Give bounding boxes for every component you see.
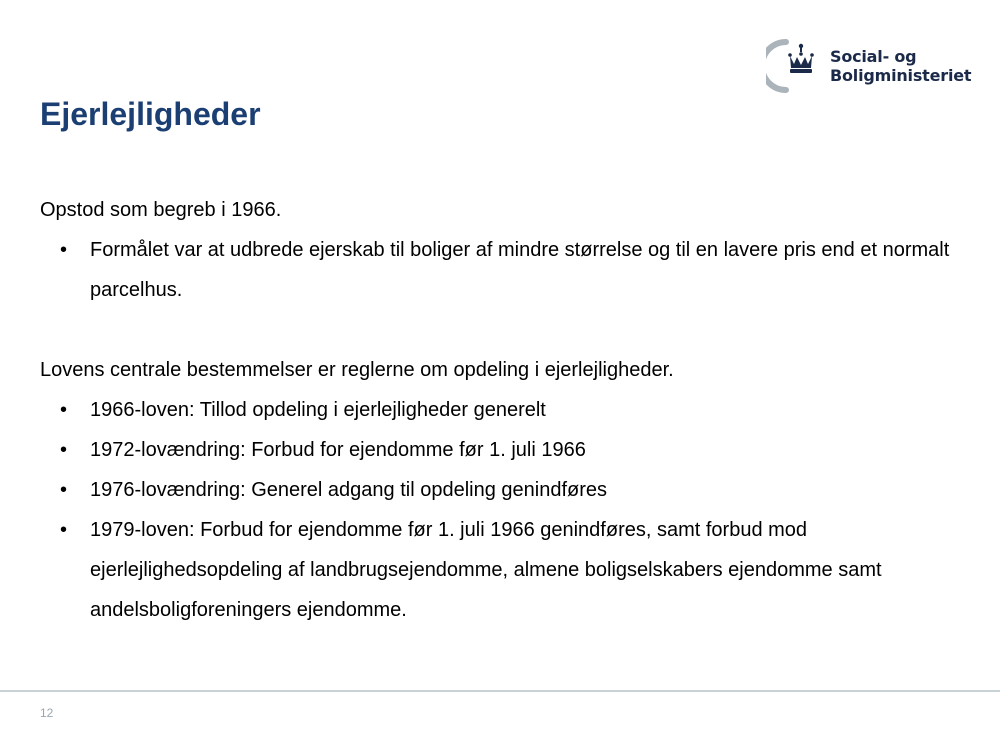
crown-emblem-icon [766, 38, 826, 94]
section-1-bullets [40, 230, 970, 310]
page-number: 12 [40, 706, 54, 720]
footer-divider [0, 690, 1000, 692]
ministry-logo [766, 38, 972, 94]
logo-line-2: Boligministeriet [830, 66, 972, 85]
bullet-icon: • [60, 399, 68, 421]
bullet-text: Formålet var at udbrede ejerskab til boliger af mindre størrelse og til en lavere pris end et normalt parcelhus. [90, 239, 950, 301]
bullet-icon: • [60, 479, 68, 501]
bullet-item [40, 390, 970, 430]
bullet-text: 1979-loven: Forbud for ejendomme før 1. juli 1966 genindføres, samt forbud mod ejerlejlighedsopdeling af landbrugsejendomme, almene boligselskabers ejendomme samt andelsboligforeningers ejendomme. [90, 519, 882, 621]
bullet-item [40, 510, 970, 630]
logo-text [830, 47, 971, 85]
bullet-text: 1966-loven: Tillod opdeling i ejerlejligheder generelt [90, 399, 546, 421]
slide-content [40, 190, 970, 630]
section-1-heading: Opstod som begreb i 1966. [40, 199, 282, 221]
bullet-item [40, 230, 970, 310]
slide-title: Ejerlejligheder [40, 96, 261, 132]
bullet-item [40, 430, 970, 470]
bullet-icon: • [60, 439, 68, 461]
bullet-text: 1976-lovændring: Generel adgang til opdeling genindføres [90, 479, 608, 501]
bullet-text: 1972-lovændring: Forbud for ejendomme før 1. juli 1966 [90, 439, 586, 461]
section-2-heading: Lovens centrale bestemmelser er reglerne om opdeling i ejerlejligheder. [40, 359, 674, 381]
bullet-item [40, 470, 970, 510]
bullet-icon: • [60, 239, 68, 261]
section-2-bullets [40, 390, 970, 630]
section-gap [40, 310, 970, 350]
logo-line-1: Social- og [830, 47, 917, 66]
bullet-icon: • [60, 519, 68, 541]
